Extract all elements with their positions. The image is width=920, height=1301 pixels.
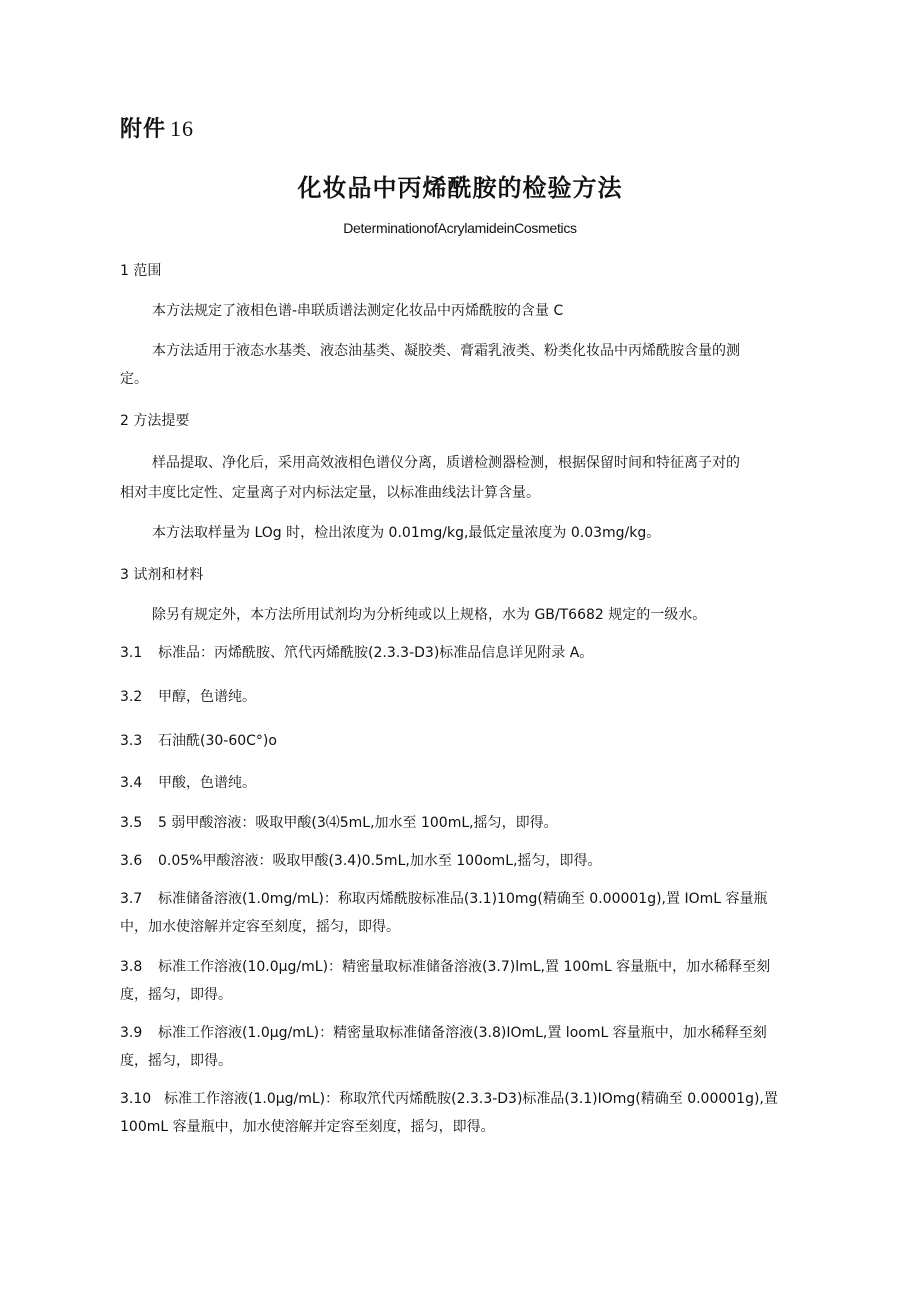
section-2-paragraph-2: 本方法取样量为 LOg 时，检出浓度为 0.01mg/kg,最低定量浓度为 0.03mg/kg。 bbox=[152, 525, 661, 541]
section-1-heading: 1 范围 bbox=[120, 263, 162, 279]
list-item bbox=[120, 638, 800, 668]
list-item-continuation: 度，摇匀，即得。 bbox=[120, 987, 232, 1003]
list-item bbox=[120, 726, 800, 756]
section-3-intro: 除另有规定外，本方法所用试剂均为分析纯或以上规格，水为 GB/T6682 规定的一级水。 bbox=[152, 607, 707, 623]
list-item-continuation: 中，加水使溶解并定容至刻度，摇匀，即得。 bbox=[120, 919, 400, 935]
section-1-paragraph-2-line-1: 本方法适用于液态水基类、液态油基类、凝胶类、膏霜乳液类、粉类化妆品中丙烯酰胺含量的测 bbox=[152, 343, 740, 359]
section-1-paragraph-2-line-2: 定。 bbox=[120, 371, 148, 387]
item-number: 3.9 bbox=[120, 1025, 143, 1041]
list-item bbox=[120, 768, 800, 798]
section-1-paragraph-1: 本方法规定了液相色谱-串联质谱法测定化妆品中丙烯酰胺的含量 C bbox=[152, 303, 564, 319]
list-item bbox=[120, 884, 800, 914]
item-text-line-1: 标准储备溶液(1.0mg/mL)：称取丙烯酰胺标准品(3.1)10mg(精确至 0.00001g),置 IOmL 容量瓶 bbox=[158, 891, 768, 907]
list-item bbox=[120, 1018, 800, 1048]
attachment-text: 附件 bbox=[120, 117, 167, 142]
item-text: 石油酰(30-60C°)o bbox=[158, 733, 277, 749]
list-item bbox=[120, 952, 800, 982]
list-item-continuation: 度，摇匀，即得。 bbox=[120, 1053, 232, 1069]
item-number: 3.5 bbox=[120, 815, 143, 831]
item-text-line-1: 标准工作溶液(1.0μg/mL)：精密量取标准储备溶液(3.8)IOmL,置 loomL 容量瓶中，加水稀释至刻 bbox=[158, 1025, 767, 1041]
item-number: 3.10 bbox=[120, 1091, 152, 1107]
document-title: 化妆品中丙烯酰胺的检验方法 bbox=[297, 174, 623, 202]
section-2-paragraph-1-line-1: 样品提取、净化后，采用高效液相色谱仪分离，质谱检测器检测，根据保留时间和特征离子对的 bbox=[152, 455, 740, 471]
section-2-heading: 2 方法提要 bbox=[120, 413, 190, 429]
document-subtitle: DeterminationofAcrylamideinCosmetics bbox=[343, 220, 577, 236]
item-number: 3.7 bbox=[120, 891, 143, 907]
list-item bbox=[120, 1084, 800, 1114]
item-number: 3.6 bbox=[120, 853, 143, 869]
item-number: 3.3 bbox=[120, 733, 143, 749]
list-item bbox=[120, 682, 800, 712]
item-number: 3.8 bbox=[120, 959, 143, 975]
item-number: 3.4 bbox=[120, 775, 143, 791]
item-text: 甲酸，色谱纯。 bbox=[158, 775, 256, 791]
item-number: 3.1 bbox=[120, 645, 143, 661]
item-text: 标准品：丙烯酰胺、笊代丙烯酰胺(2.3.3-D3)标准品信息详见附录 A。 bbox=[158, 645, 594, 661]
item-text: 0.05%甲酸溶液：吸取甲酸(3.4)0.5mL,加水至 100omL,摇匀，即得。 bbox=[158, 853, 602, 869]
section-2-paragraph-1-line-2: 相对丰度比定性、定量离子对内标法定量，以标准曲线法计算含量。 bbox=[120, 485, 540, 501]
section-3-heading: 3 试剂和材料 bbox=[120, 567, 204, 583]
item-number: 3.2 bbox=[120, 689, 143, 705]
list-item-continuation: 100mL 容量瓶中，加水使溶解并定容至刻度，摇匀，即得。 bbox=[120, 1119, 495, 1135]
item-text: 5 弱甲酸溶液：吸取甲酸(3⑷5mL,加水至 100mL,摇匀，即得。 bbox=[158, 815, 558, 831]
list-item bbox=[120, 846, 800, 876]
item-text: 甲醇，色谱纯。 bbox=[158, 689, 256, 705]
attachment-label bbox=[120, 112, 194, 143]
attachment-number: 16 bbox=[170, 116, 195, 141]
item-text-line-1: 标准工作溶液(1.0μg/mL)：称取笊代丙烯酰胺(2.3.3-D3)标准品(3.1)IOmg(精确至 0.00001g),置 bbox=[164, 1091, 778, 1107]
item-text-line-1: 标准工作溶液(10.0μg/mL)：精密量取标准储备溶液(3.7)lmL,置 100mL 容量瓶中，加水稀释至刻 bbox=[158, 959, 771, 975]
list-item bbox=[120, 808, 800, 838]
